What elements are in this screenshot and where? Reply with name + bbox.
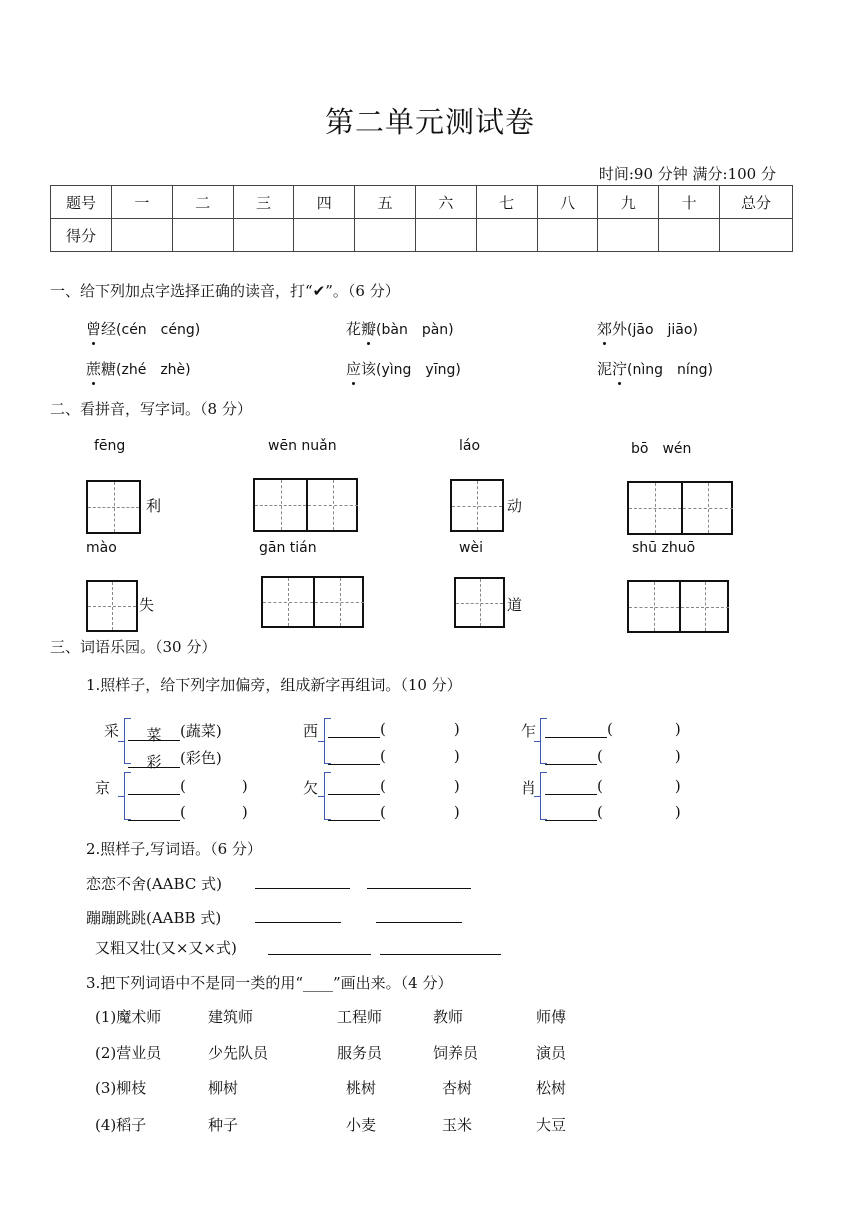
score-table (50, 185, 793, 252)
root-char: 肖 (521, 779, 537, 797)
suffix-char: 失 (139, 596, 155, 614)
word-item[interactable]: 桃树 (346, 1079, 377, 1097)
table-cell: 二 (172, 186, 233, 219)
pinyin-label: shū zhuō (632, 540, 696, 556)
suffix-char: 道 (507, 596, 523, 614)
root-char: 京 (95, 779, 111, 797)
answer-line[interactable] (376, 922, 462, 923)
writing-box[interactable] (253, 478, 358, 532)
pinyin-choices: (jāo jiāo) (627, 322, 698, 338)
answer-line[interactable]: ( ) (545, 720, 681, 738)
answer-line[interactable]: ( ) (128, 803, 248, 821)
table-cell: 题号 (51, 186, 112, 219)
writing-box[interactable] (86, 480, 141, 534)
pinyin-label: mào (86, 540, 117, 556)
word-item[interactable]: 小麦 (346, 1116, 377, 1134)
word-item[interactable]: 教师 (433, 1008, 464, 1026)
pinyin-label: gān tián (259, 540, 317, 556)
table-cell: 一 (112, 186, 173, 219)
score-header-row (51, 186, 793, 219)
table-cell: 九 (598, 186, 659, 219)
word-item[interactable]: 建筑师 (208, 1008, 254, 1026)
word-item[interactable]: 师傅 (536, 1008, 567, 1026)
writing-box[interactable] (454, 577, 505, 628)
pattern-label: 又粗又壮(又×又×式) (95, 939, 237, 957)
suffix-char: 利 (146, 497, 162, 515)
dotted-char: 蔗 (86, 360, 102, 378)
writing-box[interactable] (261, 576, 364, 628)
writing-box[interactable] (627, 481, 733, 535)
word-item[interactable]: 演员 (536, 1044, 567, 1062)
reading-item[interactable] (86, 318, 200, 339)
table-cell: 六 (415, 186, 476, 219)
char: 外 (612, 320, 628, 338)
dotted-char: 瓣 (361, 320, 377, 338)
pinyin-label: wèi (459, 540, 483, 556)
word-item[interactable]: (3)柳枝 (95, 1079, 147, 1097)
char: 该 (361, 360, 377, 378)
word-item[interactable]: 工程师 (337, 1008, 383, 1026)
table-cell: 十 (659, 186, 720, 219)
root-char: 乍 (521, 722, 537, 740)
score-entry[interactable] (415, 219, 476, 252)
score-entry[interactable] (355, 219, 416, 252)
answer-line[interactable] (255, 922, 341, 923)
dotted-char: 应 (346, 360, 362, 378)
char: 糖 (101, 360, 117, 378)
table-cell: 四 (294, 186, 355, 219)
root-char: 采 (104, 722, 120, 740)
pinyin-label: láo (459, 438, 481, 454)
word-item[interactable]: 松树 (536, 1079, 567, 1097)
word-item[interactable]: 服务员 (337, 1044, 383, 1062)
reading-item[interactable] (346, 318, 454, 339)
page-title: 第二单元测试卷 (324, 105, 535, 139)
answer-line[interactable]: ( ) (328, 803, 460, 821)
word-item[interactable]: 饲养员 (433, 1044, 479, 1062)
word-item[interactable]: (2)营业员 (95, 1044, 162, 1062)
exam-meta: 时间:90 分钟 满分:100 分 (598, 165, 776, 183)
answer-line[interactable]: ( ) (328, 777, 460, 795)
table-cell: 五 (355, 186, 416, 219)
dotted-char: 泞 (612, 360, 628, 378)
dotted-char: 郊 (597, 320, 613, 338)
word-item[interactable]: 玉米 (442, 1116, 473, 1134)
writing-box[interactable] (450, 479, 504, 532)
answer-line[interactable]: ( ) (328, 747, 460, 765)
question-2-prompt: 2.照样子,写词语。（6 分） (86, 840, 262, 858)
answer-line[interactable] (367, 888, 471, 889)
dotted-char: 曾 (86, 320, 102, 338)
table-cell: 八 (537, 186, 598, 219)
suffix-char: 动 (507, 497, 523, 515)
root-char: 欠 (303, 779, 319, 797)
word-item[interactable]: 大豆 (536, 1116, 567, 1134)
score-entry[interactable] (172, 219, 233, 252)
score-entry[interactable] (659, 219, 720, 252)
score-entry[interactable] (537, 219, 598, 252)
word-item[interactable]: 种子 (208, 1116, 239, 1134)
reading-item[interactable] (346, 358, 461, 379)
reading-item[interactable] (597, 358, 713, 379)
reading-item[interactable] (597, 318, 698, 339)
section-2-heading: 二、看拼音，写字词。（8 分） (50, 400, 252, 418)
answer-line[interactable]: ( ) (128, 777, 248, 795)
char: 泥 (597, 360, 613, 378)
score-entry[interactable] (476, 219, 537, 252)
word-item[interactable]: 少先队员 (208, 1044, 269, 1062)
answer-line[interactable]: ( ) (545, 747, 681, 765)
pinyin-choices: (cén céng) (116, 322, 201, 338)
answer-line[interactable] (380, 954, 501, 955)
table-cell: 七 (476, 186, 537, 219)
question-1-prompt: 1.照样子，给下列字加偏旁，组成新字再组词。（10 分） (86, 676, 462, 694)
pinyin-choices: (yìng yīng) (376, 362, 461, 378)
pinyin-label: wēn nuǎn (268, 438, 337, 454)
char: 经 (101, 320, 117, 338)
answer-line[interactable]: ( ) (545, 777, 681, 795)
word-item[interactable]: 杏树 (442, 1079, 473, 1097)
answer-line[interactable]: ( ) (545, 803, 681, 821)
score-entry[interactable] (233, 219, 294, 252)
score-value-row (51, 219, 793, 252)
pinyin-choices: (zhé zhè) (116, 362, 191, 378)
score-entry[interactable] (598, 219, 659, 252)
word-item[interactable]: (4)稻子 (95, 1116, 147, 1134)
score-entry[interactable] (112, 219, 173, 252)
section-3-heading: 三、词语乐园。（30 分） (50, 638, 217, 656)
pinyin-label: bō wén (631, 441, 692, 457)
char: 花 (346, 320, 362, 338)
writing-box[interactable] (86, 580, 138, 632)
word-item[interactable]: 柳树 (208, 1079, 239, 1097)
answer-line[interactable] (268, 954, 371, 955)
score-entry[interactable] (720, 219, 793, 252)
score-entry[interactable] (294, 219, 355, 252)
pattern-label: 恋恋不舍(AABC 式) (86, 875, 222, 893)
writing-box[interactable] (627, 580, 729, 633)
pinyin-label: fēng (94, 438, 126, 454)
reading-item[interactable] (86, 358, 191, 379)
word-item[interactable]: (1)魔术师 (95, 1008, 162, 1026)
table-cell: 总分 (720, 186, 793, 219)
pinyin-choices: (nìng níng) (627, 362, 713, 378)
table-cell: 得分 (51, 219, 112, 252)
example-answer: 菜 (蔬菜) (128, 720, 222, 741)
pinyin-choices: (bàn pàn) (376, 322, 454, 338)
root-char: 西 (303, 722, 319, 740)
example-answer: 彩 (彩色) (128, 747, 222, 768)
answer-line[interactable]: ( ) (328, 720, 460, 738)
table-cell: 三 (233, 186, 294, 219)
section-1-heading: 一、给下列加点字选择正确的读音，打“✔”。（6 分） (50, 282, 400, 300)
question-3-prompt: 3.把下列词语中不是同一类的用“____”画出来。（4 分） (86, 974, 453, 992)
pattern-label: 蹦蹦跳跳(AABB 式) (86, 909, 222, 927)
answer-line[interactable] (255, 888, 350, 889)
